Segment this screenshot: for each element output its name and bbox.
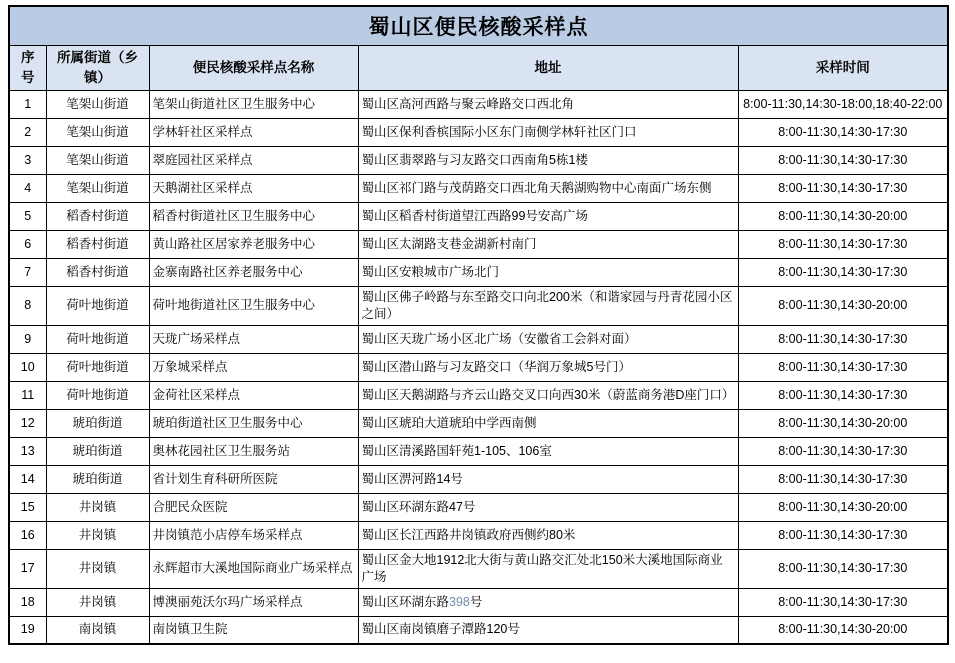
cell-no: 11 [9, 381, 46, 409]
table-row [9, 325, 948, 353]
column-header-street: 所属街道（乡镇） [46, 46, 149, 91]
cell-address: 蜀山区环湖东路47号 [358, 493, 738, 521]
cell-name: 金寨南路社区养老服务中心 [149, 259, 358, 287]
cell-street: 荷叶地街道 [46, 381, 149, 409]
cell-name: 天珑广场采样点 [149, 325, 358, 353]
table-row [9, 353, 948, 381]
cell-no: 5 [9, 203, 46, 231]
cell-name: 黄山路社区居家养老服务中心 [149, 231, 358, 259]
cell-address: 蜀山区安粮城市广场北门 [358, 259, 738, 287]
cell-time: 8:00-11:30,14:30-17:30 [738, 588, 948, 616]
sampling-points-table [8, 5, 949, 645]
table-row [9, 287, 948, 326]
cell-name: 永辉超市大溪地国际商业广场采样点 [149, 549, 358, 588]
table-row [9, 91, 948, 119]
cell-time: 8:00-11:30,14:30-20:00 [738, 409, 948, 437]
cell-address: 蜀山区潜山路与习友路交口（华润万象城5号门） [358, 353, 738, 381]
cell-address: 蜀山区太湖路支巷金湖新村南门 [358, 231, 738, 259]
column-header-no: 序号 [9, 46, 46, 91]
cell-no: 12 [9, 409, 46, 437]
cell-time: 8:00-11:30,14:30-20:00 [738, 616, 948, 644]
cell-name: 天鹅湖社区采样点 [149, 175, 358, 203]
cell-address: 蜀山区翡翠路与习友路交口西南角5栋1楼 [358, 147, 738, 175]
cell-street: 井岗镇 [46, 493, 149, 521]
cell-street: 井岗镇 [46, 549, 149, 588]
cell-name: 博澳丽苑沃尔玛广场采样点 [149, 588, 358, 616]
table-row [9, 588, 948, 616]
cell-address: 蜀山区淠河路14号 [358, 465, 738, 493]
page-title: 蜀山区便民核酸采样点 [9, 6, 948, 46]
cell-name: 琥珀街道社区卫生服务中心 [149, 409, 358, 437]
cell-no: 13 [9, 437, 46, 465]
cell-name: 金荷社区采样点 [149, 381, 358, 409]
cell-no: 14 [9, 465, 46, 493]
cell-street: 琥珀街道 [46, 465, 149, 493]
cell-time: 8:00-11:30,14:30-20:00 [738, 493, 948, 521]
table-row [9, 381, 948, 409]
cell-address: 蜀山区佛子岭路与东至路交口向北200米（和谐家园与丹青花园小区之间） [358, 287, 738, 326]
table-row [9, 231, 948, 259]
cell-address: 蜀山区环湖东路398号 [358, 588, 738, 616]
cell-no: 15 [9, 493, 46, 521]
column-header-time: 采样时间 [738, 46, 948, 91]
cell-address: 蜀山区稻香村街道望江西路99号安高广场 [358, 203, 738, 231]
cell-time: 8:00-11:30,14:30-20:00 [738, 287, 948, 326]
cell-address: 蜀山区祁门路与茂荫路交口西北角天鹅湖购物中心南面广场东侧 [358, 175, 738, 203]
cell-street: 井岗镇 [46, 521, 149, 549]
header-row [9, 46, 948, 91]
cell-no: 6 [9, 231, 46, 259]
table-row [9, 437, 948, 465]
table-row [9, 259, 948, 287]
cell-time: 8:00-11:30,14:30-20:00 [738, 203, 948, 231]
cell-address: 蜀山区天珑广场小区北广场（安徽省工会斜对面） [358, 325, 738, 353]
cell-street: 琥珀街道 [46, 409, 149, 437]
cell-time: 8:00-11:30,14:30-17:30 [738, 325, 948, 353]
cell-address: 蜀山区保利香槟国际小区东门南侧学林轩社区门口 [358, 119, 738, 147]
cell-street: 稻香村街道 [46, 203, 149, 231]
column-header-address: 地址 [358, 46, 738, 91]
table-body [9, 91, 948, 645]
cell-time: 8:00-11:30,14:30-17:30 [738, 231, 948, 259]
cell-time: 8:00-11:30,14:30-17:30 [738, 353, 948, 381]
cell-time: 8:00-11:30,14:30-17:30 [738, 381, 948, 409]
table-row [9, 175, 948, 203]
cell-no: 7 [9, 259, 46, 287]
cell-name: 南岗镇卫生院 [149, 616, 358, 644]
table-row [9, 147, 948, 175]
cell-street: 南岗镇 [46, 616, 149, 644]
column-header-name: 便民核酸采样点名称 [149, 46, 358, 91]
table-row [9, 203, 948, 231]
cell-street: 琥珀街道 [46, 437, 149, 465]
cell-street: 荷叶地街道 [46, 353, 149, 381]
cell-no: 2 [9, 119, 46, 147]
cell-no: 17 [9, 549, 46, 588]
cell-time: 8:00-11:30,14:30-17:30 [738, 521, 948, 549]
cell-street: 笔架山街道 [46, 175, 149, 203]
cell-name: 荷叶地街道社区卫生服务中心 [149, 287, 358, 326]
table-row [9, 549, 948, 588]
cell-street: 稻香村街道 [46, 231, 149, 259]
cell-no: 16 [9, 521, 46, 549]
address-number-highlight: 398 [449, 594, 470, 609]
cell-street: 井岗镇 [46, 588, 149, 616]
cell-address: 蜀山区高河西路与聚云峰路交口西北角 [358, 91, 738, 119]
cell-address: 蜀山区琥珀大道琥珀中学西南侧 [358, 409, 738, 437]
cell-no: 4 [9, 175, 46, 203]
table-row [9, 493, 948, 521]
cell-no: 3 [9, 147, 46, 175]
cell-address: 蜀山区长江西路井岗镇政府西侧约80米 [358, 521, 738, 549]
cell-no: 10 [9, 353, 46, 381]
cell-no: 9 [9, 325, 46, 353]
cell-name: 合肥民众医院 [149, 493, 358, 521]
cell-time: 8:00-11:30,14:30-17:30 [738, 437, 948, 465]
table-row [9, 465, 948, 493]
cell-time: 8:00-11:30,14:30-17:30 [738, 259, 948, 287]
cell-time: 8:00-11:30,14:30-17:30 [738, 119, 948, 147]
table-row [9, 409, 948, 437]
table-row [9, 616, 948, 644]
cell-time: 8:00-11:30,14:30-18:00,18:40-22:00 [738, 91, 948, 119]
cell-time: 8:00-11:30,14:30-17:30 [738, 549, 948, 588]
cell-time: 8:00-11:30,14:30-17:30 [738, 147, 948, 175]
cell-name: 万象城采样点 [149, 353, 358, 381]
cell-name: 奥林花园社区卫生服务站 [149, 437, 358, 465]
cell-no: 19 [9, 616, 46, 644]
cell-no: 18 [9, 588, 46, 616]
cell-street: 笔架山街道 [46, 147, 149, 175]
cell-address: 蜀山区天鹅湖路与齐云山路交叉口向西30米（蔚蓝商务港D座门口） [358, 381, 738, 409]
cell-name: 稻香村街道社区卫生服务中心 [149, 203, 358, 231]
cell-time: 8:00-11:30,14:30-17:30 [738, 465, 948, 493]
title-row [9, 6, 948, 46]
cell-name: 井岗镇范小店停车场采样点 [149, 521, 358, 549]
cell-address: 蜀山区金大地1912北大街与黄山路交汇处北150米大溪地国际商业广场 [358, 549, 738, 588]
cell-name: 省计划生育科研所医院 [149, 465, 358, 493]
cell-address: 蜀山区清溪路国轩苑1-105、106室 [358, 437, 738, 465]
cell-no: 8 [9, 287, 46, 326]
cell-time: 8:00-11:30,14:30-17:30 [738, 175, 948, 203]
cell-street: 稻香村街道 [46, 259, 149, 287]
cell-address: 蜀山区南岗镇磨子潭路120号 [358, 616, 738, 644]
cell-name: 笔架山街道社区卫生服务中心 [149, 91, 358, 119]
table-row [9, 119, 948, 147]
table-row [9, 521, 948, 549]
cell-street: 荷叶地街道 [46, 287, 149, 326]
cell-name: 学林轩社区采样点 [149, 119, 358, 147]
cell-street: 笔架山街道 [46, 91, 149, 119]
cell-street: 荷叶地街道 [46, 325, 149, 353]
cell-street: 笔架山街道 [46, 119, 149, 147]
cell-name: 翠庭园社区采样点 [149, 147, 358, 175]
cell-no: 1 [9, 91, 46, 119]
